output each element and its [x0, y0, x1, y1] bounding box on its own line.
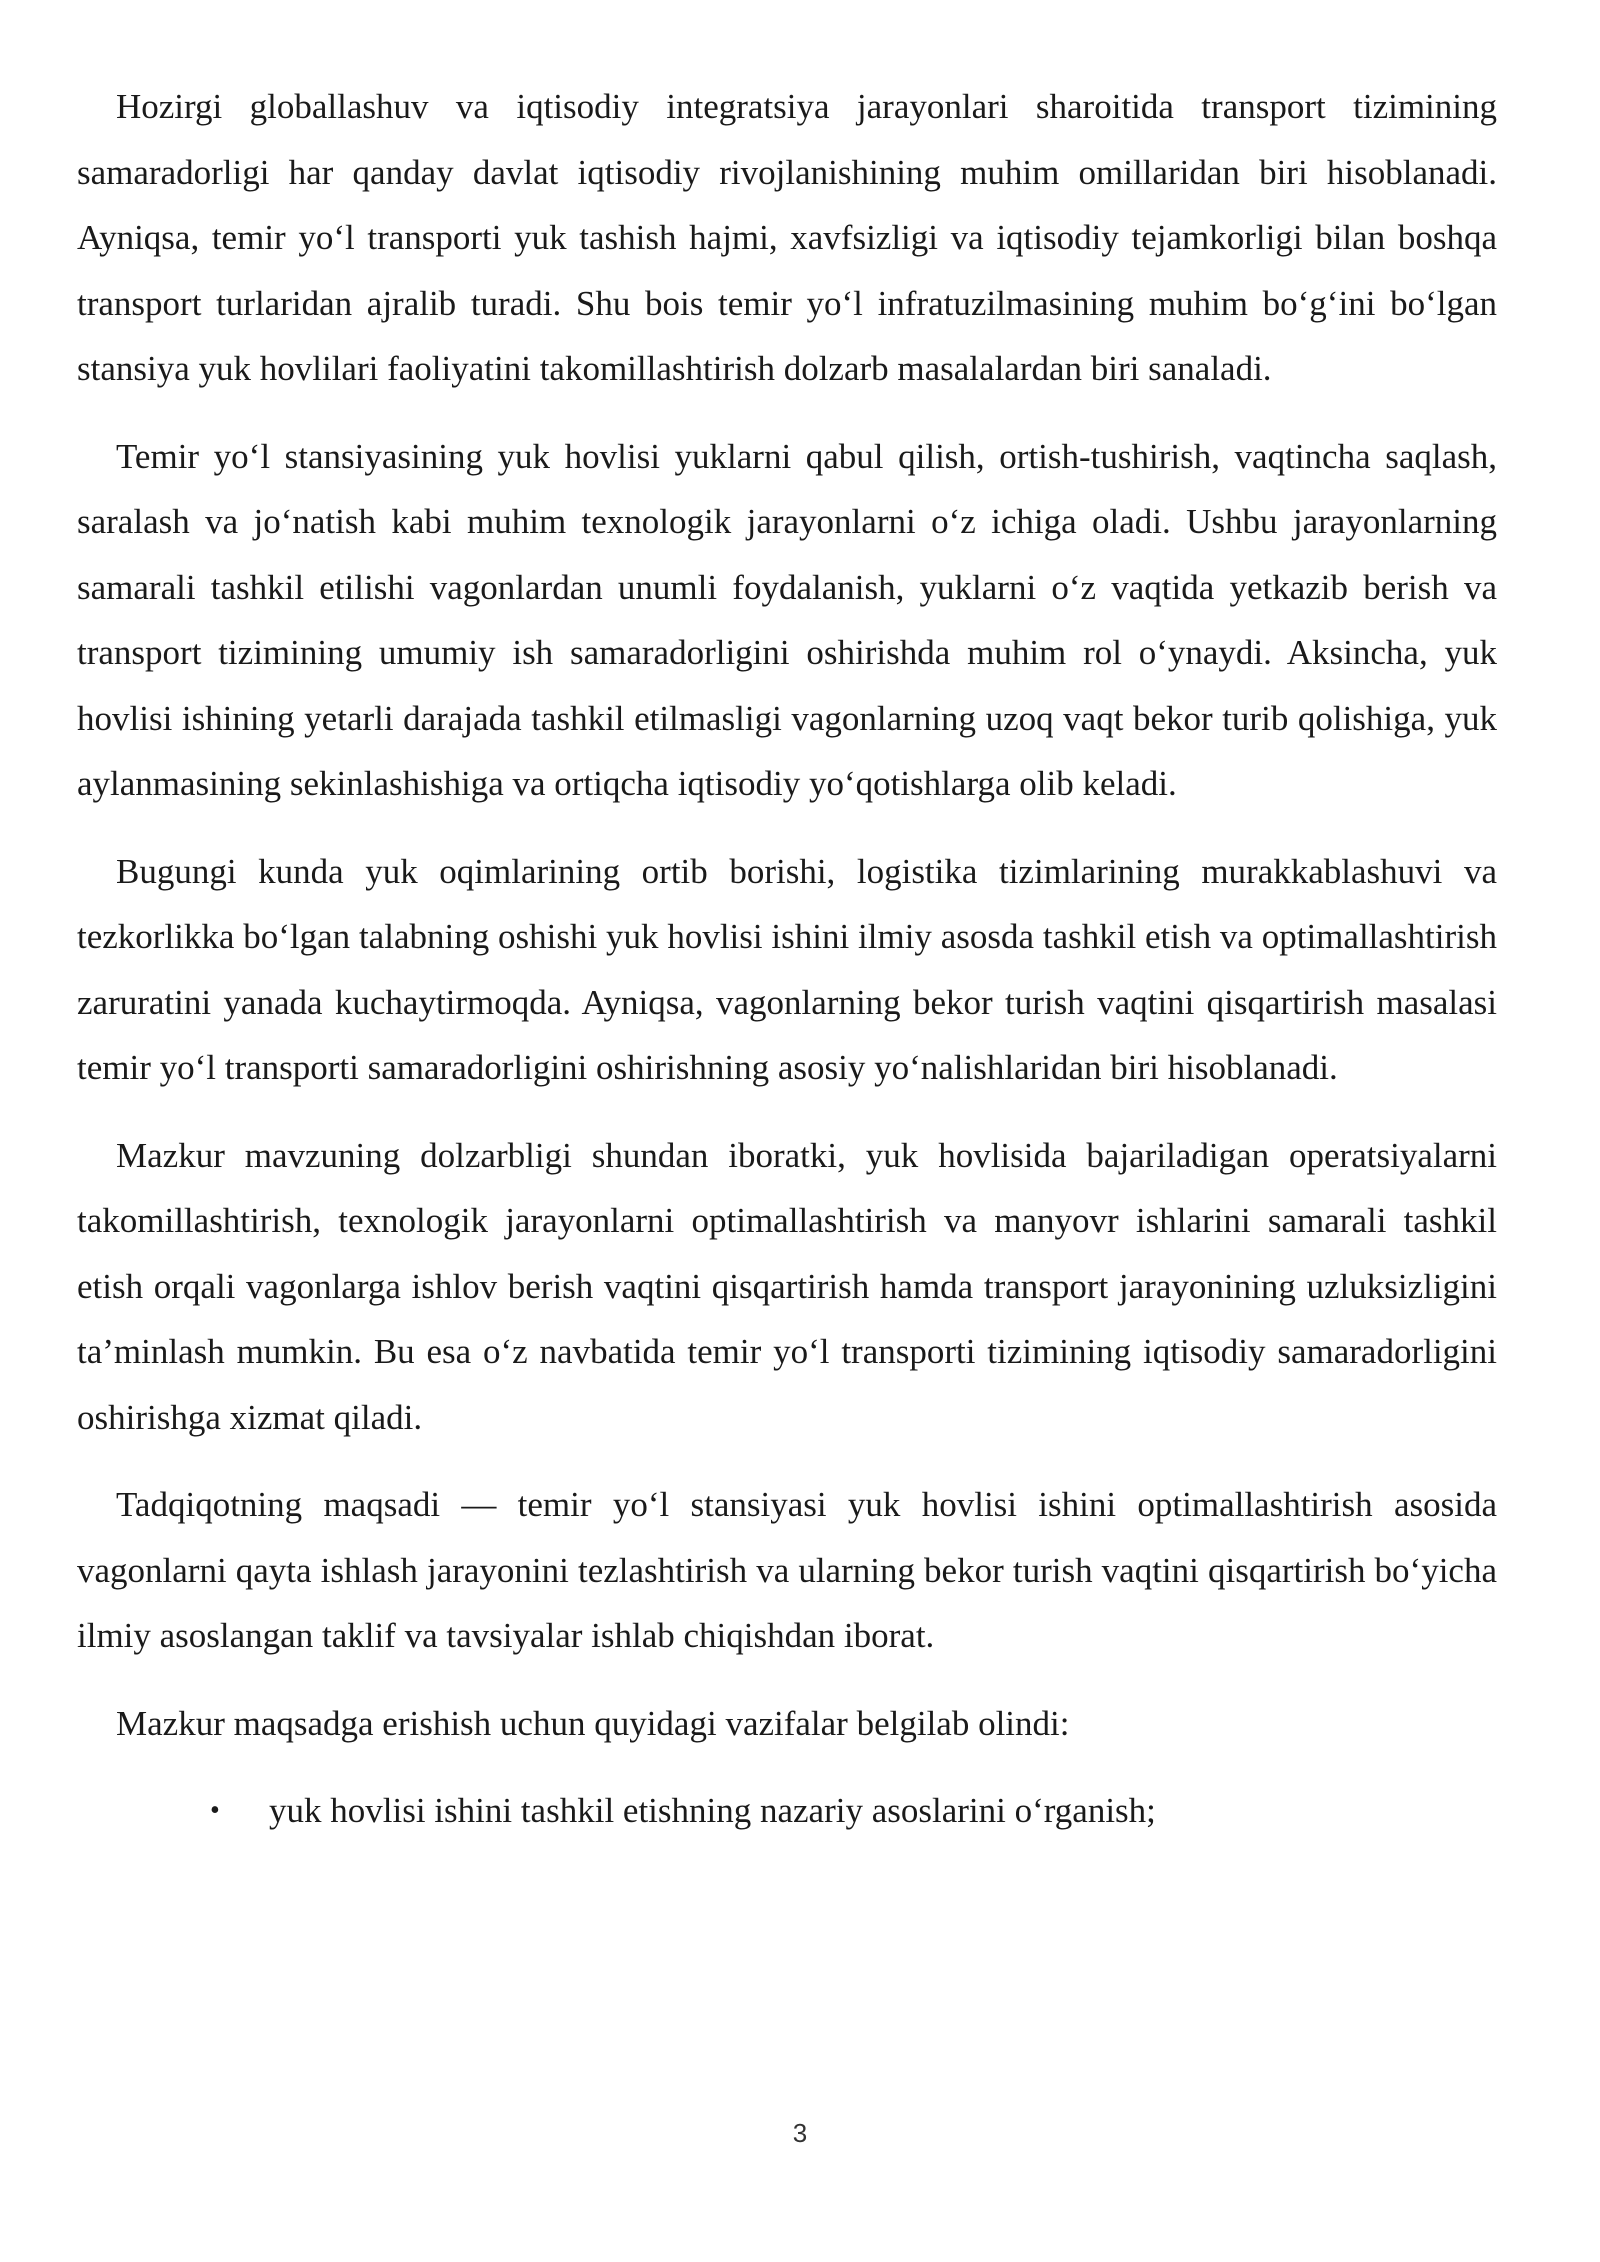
document-body — [77, 74, 1497, 1844]
bullet-icon: • — [210, 1795, 220, 1826]
paragraph-research-goal: Tadqiqotning maqsadi — temir yo‘l stansiyasi yuk hovlisi ishini optimallashtirish asosida vagonlarni qayta ishlash jarayonini tezlashtirish va ularning bekor turish vaqtini qisqartirish bo‘yicha ilmiy asoslangan taklif va tavsiyalar ishlab chiqishdan iborat. — [77, 1485, 1497, 1655]
paragraph-logistics: Bugungi kunda yuk oqimlarining ortib borishi, logistika tizimlarining murakkablashuvi va tezkorlikka bo‘lgan talabning oshishi yuk hovlisi ishini ilmiy asosda tashkil etish va optimallashtirish zaruratini yanada kuchaytirmoqda. Ayniqsa, vagonlarning bekor turish vaqtini qisqartirish masalasi temir yo‘l transporti samaradorligini oshirishning asosiy yo‘nalishlaridan biri hisoblanadi. — [77, 851, 1497, 1087]
list-item-text: yuk hovlisi ishini tashkil etishning nazariy asoslarini o‘rganish; — [269, 1791, 1156, 1830]
task-list — [77, 1778, 1497, 1844]
paragraph-tasks-intro: Mazkur maqsadga erishish uchun quyidagi vazifalar belgilab olindi: — [116, 1703, 1070, 1743]
paragraph-cargo-yard: Temir yo‘l stansiyasining yuk hovlisi yuklarni qabul qilish, ortish-tushirish, vaqtincha saqlash, saralash va jo‘natish kabi muhim texnologik jarayonlarni o‘z ichiga oladi. Ushbu jarayonlarning samarali tashkil etilishi vagonlardan unumli foydalanish, yuklarni o‘z vaqtida yetkazib berish va transport tizimining umumiy ish samaradorligini oshirishda muhim rol o‘ynaydi. Aksincha, yuk hovlisi ishining yetarli darajada tashkil etilmasligi vagonlarning uzoq vaqt bekor turib qolishiga, yuk aylanmasining sekinlashishiga va ortiqcha iqtisodiy yo‘qotishlarga olib keladi. — [77, 436, 1497, 803]
page-number: 3 — [792, 2118, 808, 2148]
paragraph-relevance: Mazkur mavzuning dolzarbligi shundan iboratki, yuk hovlisida bajariladigan operatsiyalarni takomillashtirish, texnologik jarayonlarni optimallashtirish va manyovr ishlarini samarali tashkil etish orqali vagonlarga ishlov berish vaqtini qisqartirish hamda transport jarayonining uzluksizligini ta’minlash mumkin. Bu esa o‘z navbatida temir yo‘l transporti tizimining iqtisodiy samaradorligini oshirishga xizmat qiladi. — [77, 1135, 1497, 1437]
list-item — [77, 1778, 1497, 1844]
paragraph-intro: Hozirgi globallashuv va iqtisodiy integratsiya jarayonlari sharoitida transport tizimining samaradorligi har qanday davlat iqtisodiy rivojlanishining muhim omillaridan biri hisoblanadi. Ayniqsa, temir yo‘l transporti yuk tashish hajmi, xavfsizligi va iqtisodiy tejamkorligi bilan boshqa transport turlaridan ajralib turadi. Shu bois temir yo‘l infratuzilmasining muhim bo‘g‘ini bo‘lgan stansiya yuk hovlilari faoliyatini takomillashtirish dolzarb masalalardan biri sanaladi. — [77, 87, 1497, 388]
